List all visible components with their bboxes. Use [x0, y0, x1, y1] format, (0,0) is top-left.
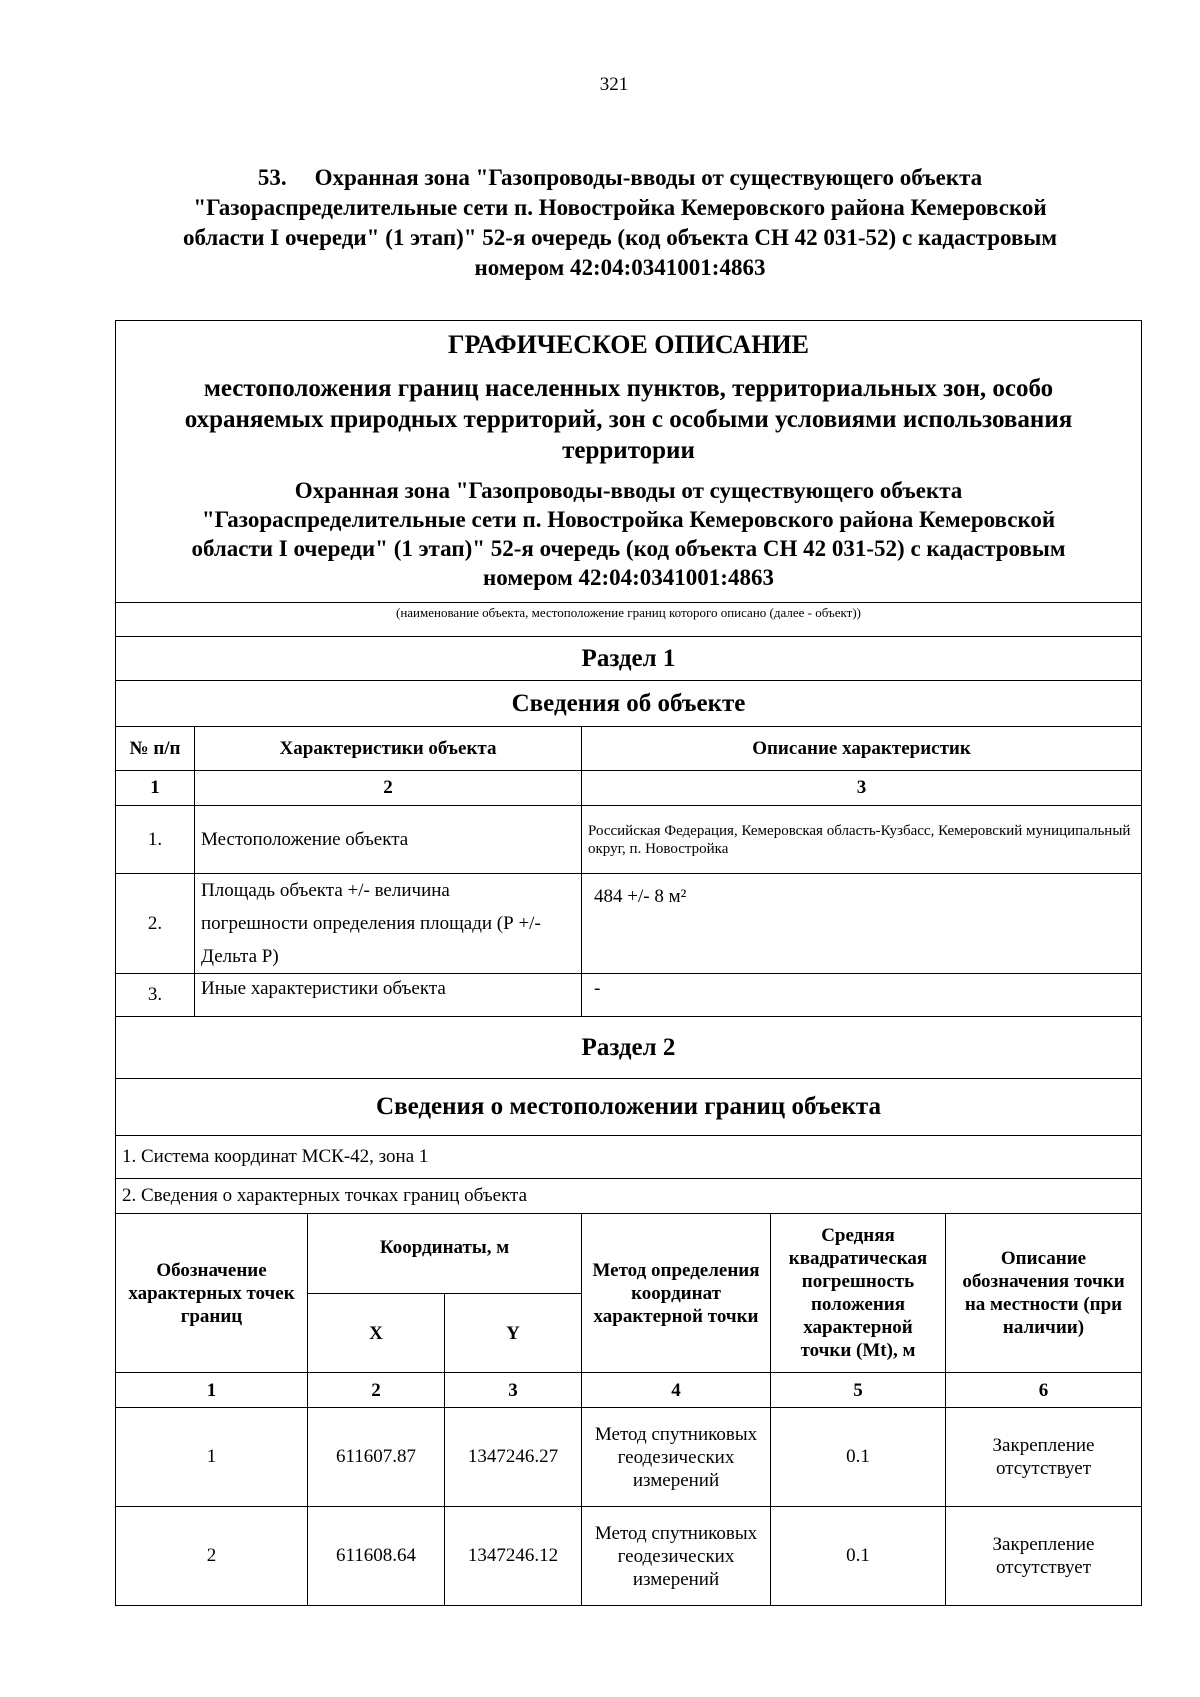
section-1-title: Раздел 1 — [116, 637, 1142, 681]
coordinate-system: 1. Система координат МСК-42, зона 1 — [116, 1136, 1142, 1179]
characteristic-value: - — [582, 974, 1142, 1017]
col-number: 1 — [116, 1373, 308, 1408]
point-error: 0.1 — [771, 1408, 946, 1507]
characteristic-value: 484 +/- 8 м² — [582, 874, 1142, 974]
col-number: 1 — [116, 771, 195, 806]
point-row — [116, 1408, 1142, 1507]
point-y: 1347246.27 — [445, 1408, 582, 1507]
form-subtitle — [130, 373, 1127, 466]
object-name-line: номером 42:04:0341001:4863 — [483, 565, 774, 590]
point-row — [116, 1507, 1142, 1606]
form-header — [116, 321, 1142, 603]
section-2-title: Раздел 2 — [116, 1017, 1142, 1079]
object-name-note: (наименование объекта, местоположение границ которого описано (далее - объект)) — [116, 603, 1142, 637]
point-method: Метод спутниковых геодезических измерений — [582, 1507, 771, 1606]
point-id: 2 — [116, 1507, 308, 1606]
table-row — [116, 806, 1142, 874]
col-header-number: № п/п — [116, 727, 195, 771]
characteristic — [195, 874, 582, 974]
point-x: 611607.87 — [308, 1408, 445, 1507]
document-title — [120, 163, 1120, 283]
points-heading: 2. Сведения о характерных точках границ объекта — [116, 1179, 1142, 1214]
point-description: Закрепление отсутствует — [946, 1408, 1142, 1507]
col-number: 2 — [308, 1373, 445, 1408]
characteristic-line: погрешности определения площади (Р +/- Дельта Р) — [201, 913, 541, 967]
section-2-subtitle: Сведения о местоположении границ объекта — [116, 1079, 1142, 1136]
table-row — [116, 874, 1142, 974]
point-x: 611608.64 — [308, 1507, 445, 1606]
characteristic-line: Площадь объекта +/- величина — [201, 880, 450, 901]
title-line: Охранная зона "Газопроводы-вводы от существующего объекта — [314, 165, 983, 190]
title-line: номером 42:04:0341001:4863 — [474, 255, 766, 280]
object-name-line: области I очереди" (1 этап)" 52-я очередь (код объекта СН 42 031-52) с кадастровым — [191, 536, 1066, 561]
col-number: 2 — [195, 771, 582, 806]
col-header-x: X — [308, 1294, 445, 1373]
col-header-coordinates: Координаты, м — [308, 1214, 582, 1294]
col-header-designation: Обозначение характерных точек границ — [116, 1214, 308, 1373]
point-error: 0.1 — [771, 1507, 946, 1606]
object-name — [130, 476, 1127, 592]
col-header-error: Средняя квадратическая погрешность положения характерной точки (Mt), м — [771, 1214, 946, 1373]
col-header-point-description: Описание обозначения точки на местности (при наличии) — [946, 1214, 1142, 1373]
table-row — [116, 974, 1142, 1017]
row-number: 1. — [116, 806, 195, 874]
point-description: Закрепление отсутствует — [946, 1507, 1142, 1606]
title-line: "Газораспределительные сети п. Новостройка Кемеровского района Кемеровской — [193, 195, 1047, 220]
section-1-subtitle: Сведения об объекте — [116, 681, 1142, 727]
graphic-description-table — [115, 320, 1142, 1606]
col-header-description: Описание характеристик — [582, 727, 1142, 771]
object-name-line: "Газораспределительные сети п. Новостройка Кемеровского района Кемеровской — [201, 507, 1056, 532]
col-header-method: Метод определения координат характерной точки — [582, 1214, 771, 1373]
point-method: Метод спутниковых геодезических измерений — [582, 1408, 771, 1507]
col-header-characteristics: Характеристики объекта — [195, 727, 582, 771]
col-number: 4 — [582, 1373, 771, 1408]
subtitle-line: территории — [562, 437, 695, 464]
page-number: 321 — [599, 74, 629, 95]
characteristic-value: Российская Федерация, Кемеровская область-Кузбасс, Кемеровский муниципальный округ, п. Новостройка — [582, 806, 1142, 874]
row-number: 3. — [116, 974, 195, 1017]
col-number: 6 — [946, 1373, 1142, 1408]
col-number: 3 — [445, 1373, 582, 1408]
form-title: ГРАФИЧЕСКОЕ ОПИСАНИЕ — [448, 330, 809, 359]
characteristic: Иные характеристики объекта — [195, 974, 582, 1017]
point-y: 1347246.12 — [445, 1507, 582, 1606]
subtitle-line: местоположения границ населенных пунктов, территориальных зон, особо — [203, 375, 1054, 402]
row-number: 2. — [116, 874, 195, 974]
point-id: 1 — [116, 1408, 308, 1507]
section-number: 53. — [257, 165, 287, 190]
col-number: 3 — [582, 771, 1142, 806]
title-line: области I очереди" (1 этап)" 52-я очередь (код объекта СН 42 031-52) с кадастровым — [182, 225, 1058, 250]
characteristic: Местоположение объекта — [195, 806, 582, 874]
col-number: 5 — [771, 1373, 946, 1408]
object-name-line: Охранная зона "Газопроводы-вводы от существующего объекта — [294, 478, 963, 503]
col-header-y: Y — [445, 1294, 582, 1373]
subtitle-line: охраняемых природных территорий, зон с особыми условиями использования — [184, 406, 1073, 433]
